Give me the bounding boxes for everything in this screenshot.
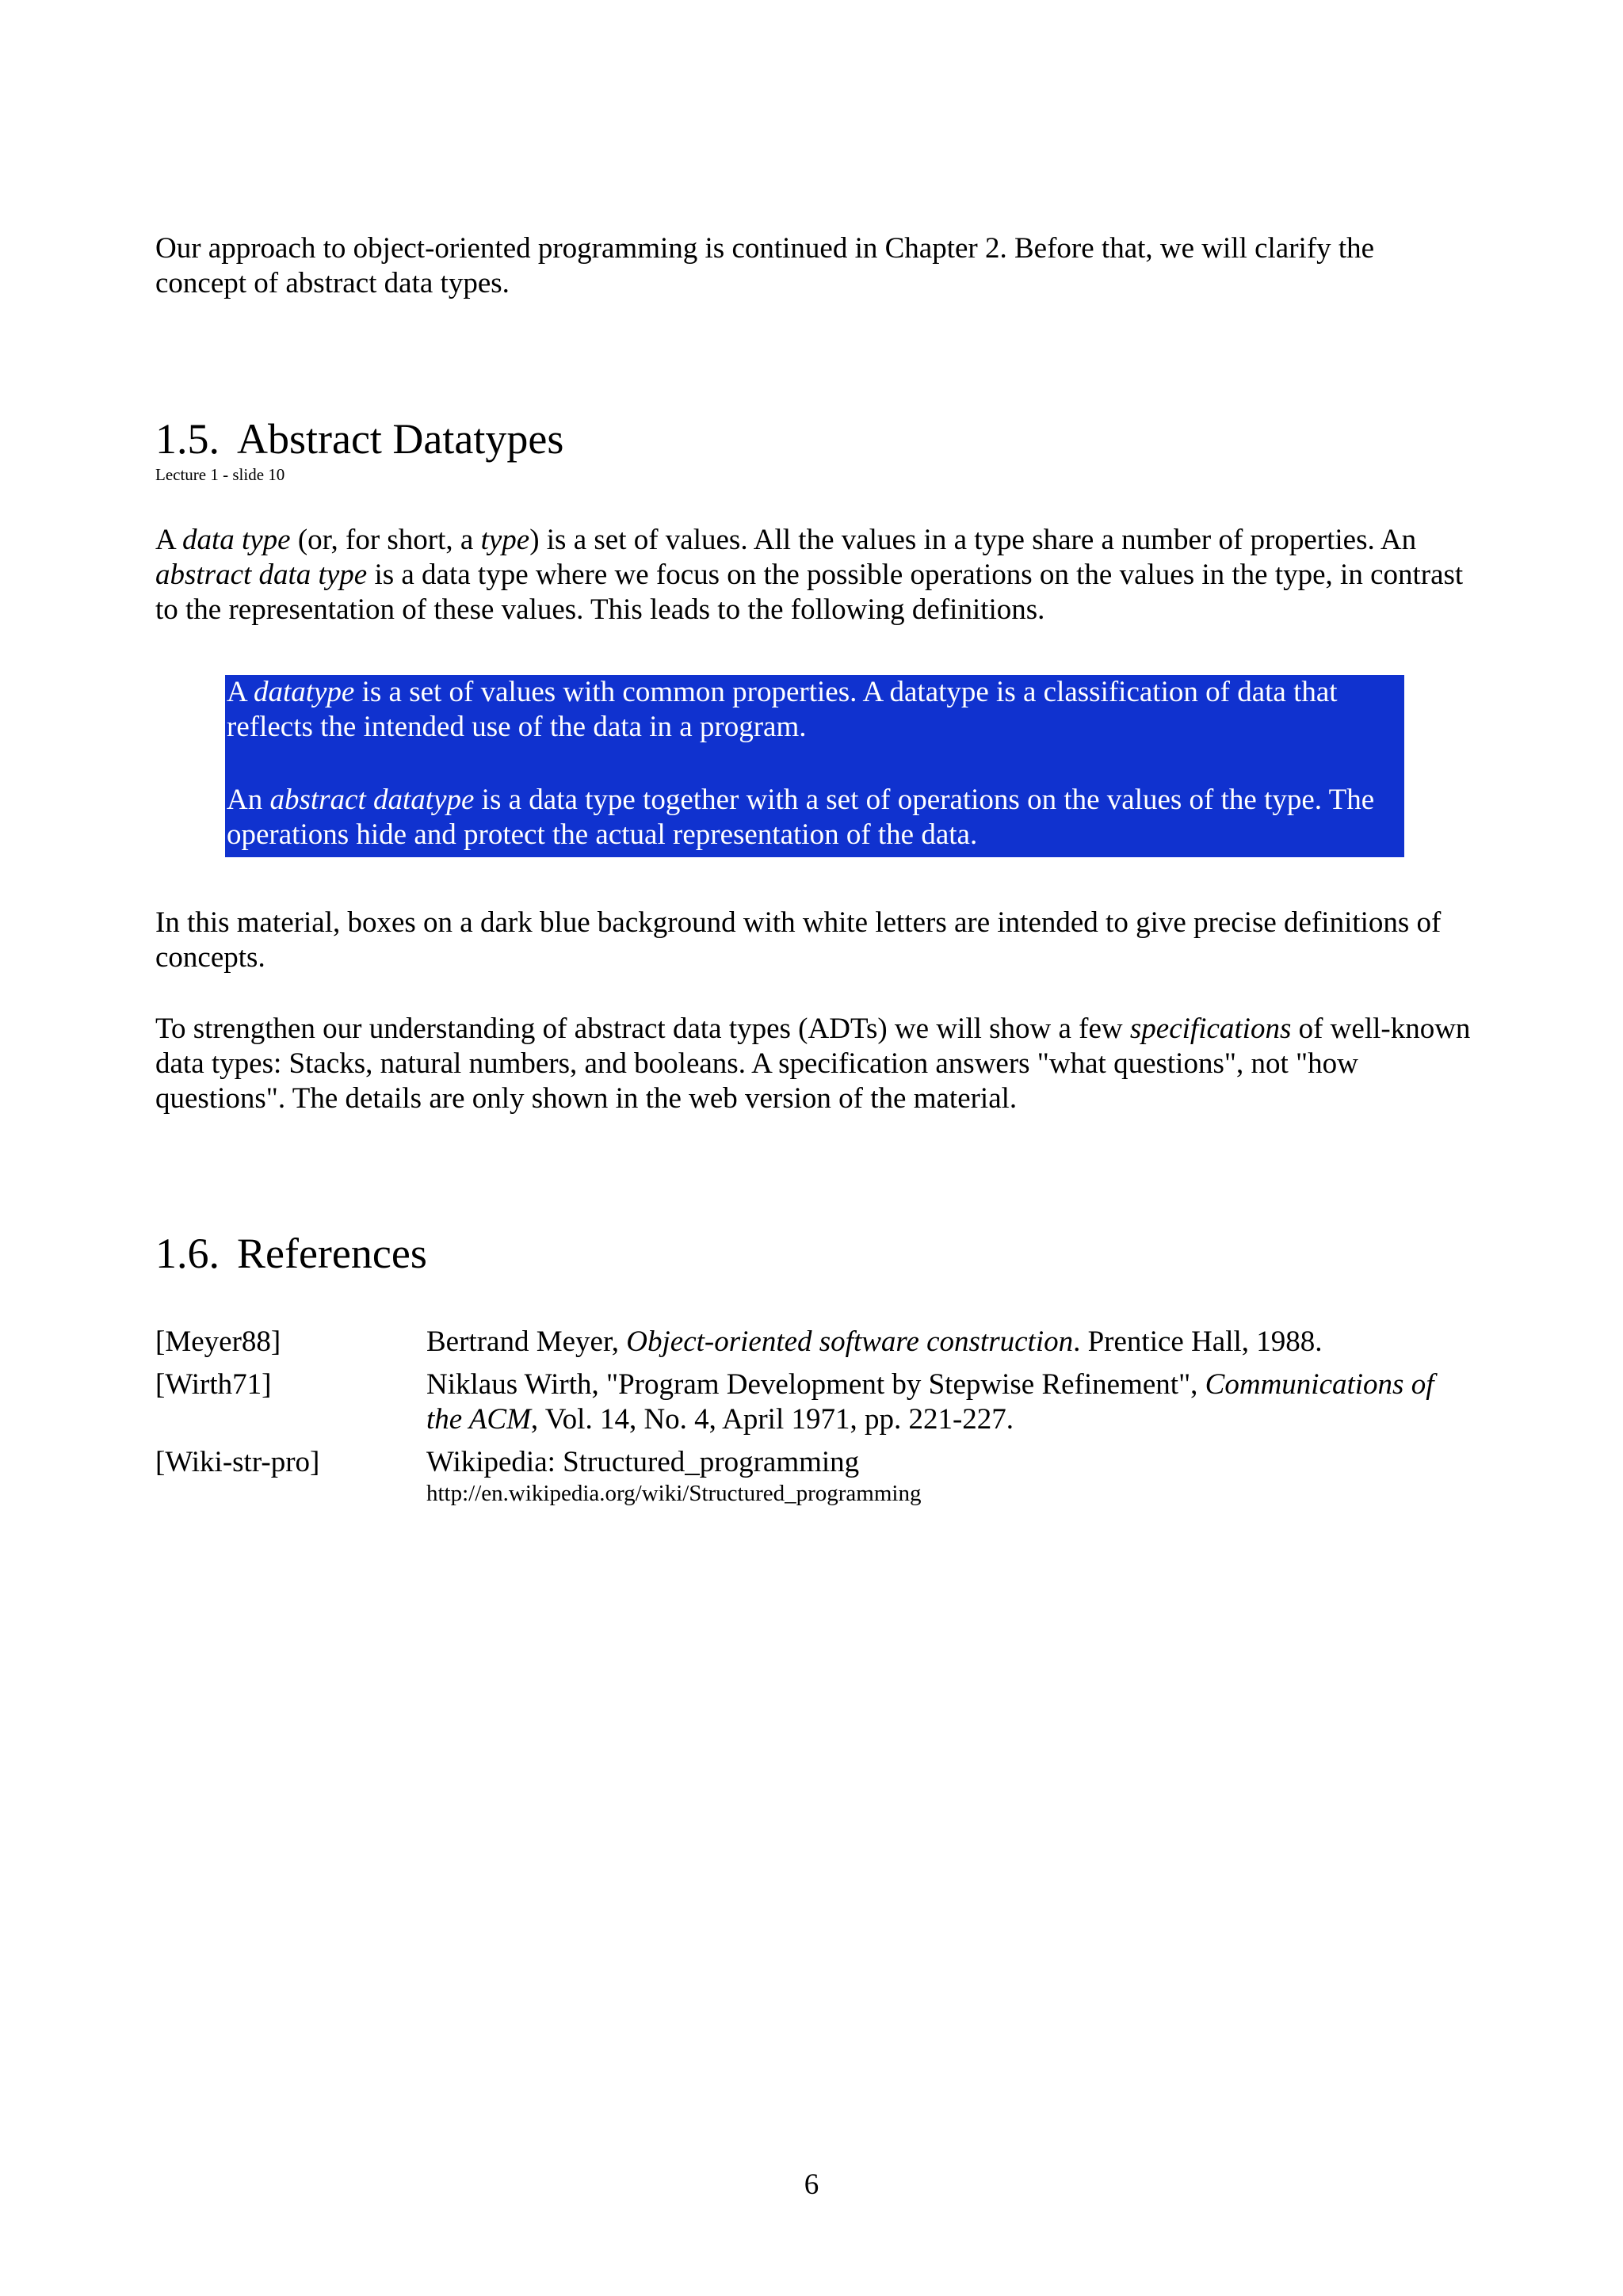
text-run: is a data type where we focus on the possible operations on the values in the type, in contrast to the representation of these values. This leads to the following definitions. [155,559,1464,626]
reference-key: [Wirth71] [155,1368,272,1401]
section-number: 1.6. [155,1230,220,1277]
reference-title: Object-oriented software construction [626,1325,1074,1358]
text-run: A [227,676,254,708]
reference-text [426,1367,1471,1437]
text-run: An [227,784,270,816]
section-title: References [237,1230,427,1277]
text-run: A [155,524,182,556]
boxes-explanation-paragraph: In this material, boxes on a dark blue background with white letters are intended to give precise definitions of concepts. [155,906,1442,974]
emphasis-abstract-data-type: abstract data type [155,559,368,591]
text-run: Wikipedia: Structured_programming [426,1446,860,1478]
text-run: . Prentice Hall, 1988. [1073,1325,1323,1358]
reference-text [426,1325,1471,1360]
reference-list [155,1325,1471,1515]
emphasis-datatype: datatype [253,676,355,708]
slide-reference: Lecture 1 - slide 10 [155,465,285,484]
definition-datatype [227,675,1403,745]
reference-journal: Communications of the ACM [426,1368,1434,1436]
emphasis-specifications: specifications [1129,1013,1292,1045]
text-run: , Vol. 14, No. 4, April 1971, pp. 221-227. [530,1403,1014,1436]
emphasis-data-type: data type [181,524,291,556]
reference-item [155,1325,1471,1360]
text-run: is a data type together with a set of operations on the values of the type. The operations hide and protect the actual representation of the data. [227,784,1375,851]
section-title: Abstract Datatypes [237,415,564,463]
intro-paragraph: Our approach to object-oriented programming is continued in Chapter 2. Before that, we will clarify the concept of abstract data types. [155,232,1375,299]
section-heading-abstract-datatypes [155,414,563,464]
datatype-paragraph [155,523,1471,627]
definition-abstract-datatype [227,783,1403,852]
reference-key: [Meyer88] [155,1325,281,1358]
text-run: Niklaus Wirth, "Program Development by Stepwise Refinement", [426,1368,1205,1401]
emphasis-abstract-datatype: abstract datatype [269,784,475,816]
section-number: 1.5. [155,415,220,463]
page-number: 6 [804,2168,819,2201]
reference-url-link[interactable]: http://en.wikipedia.org/wiki/Structured_programming [426,1481,922,1506]
text-run: To strengthen our understanding of abstract data types (ADTs) we will show a few [155,1013,1130,1045]
section-heading-references [155,1228,427,1279]
specifications-paragraph [155,1012,1471,1116]
reference-item [155,1367,1471,1437]
text-run: of well-known data types: Stacks, natural numbers, and booleans. A specification answers "what questions", not "how questions". The details are only shown in the web version of the material. [155,1013,1471,1115]
reference-key: [Wiki-str-pro] [155,1446,320,1478]
text-run: is a set of values with common properties. A datatype is a classification of data that reflects the intended use of the data in a program. [227,676,1338,743]
text-run: Bertrand Meyer, [426,1325,627,1358]
reference-item [155,1445,1471,1507]
text-run: ) is a set of values. All the values in a type share a number of properties. An [529,524,1417,556]
text-run: (or, for short, a [290,524,481,556]
reference-text [426,1445,1471,1507]
emphasis-type: type [480,524,530,556]
definition-box [225,675,1404,857]
